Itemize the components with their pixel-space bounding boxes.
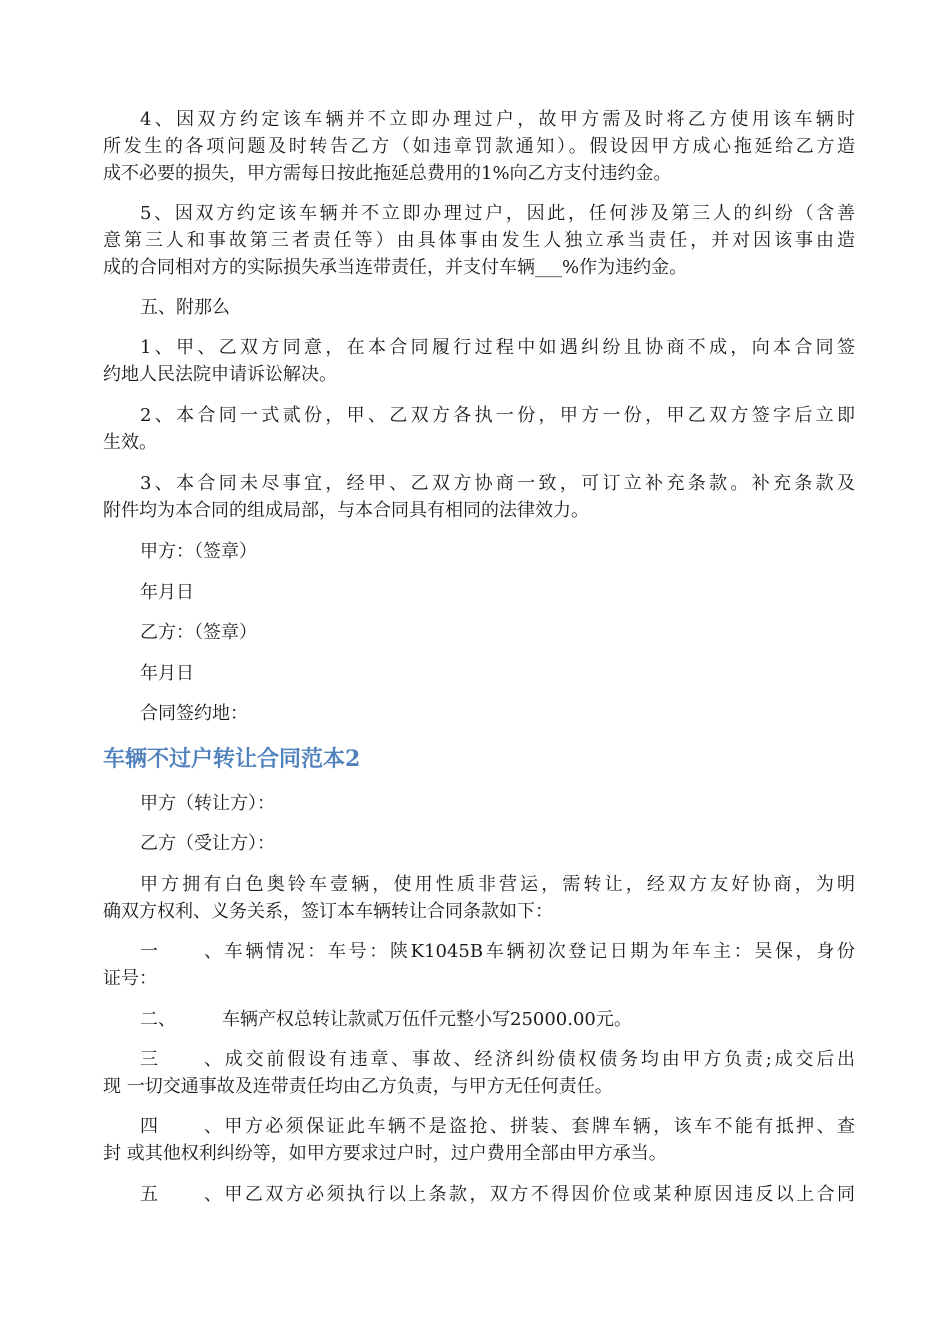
paragraph-line: 现 一切交通事故及连带责任均由乙方负责，与甲方无任何责任。 bbox=[103, 1076, 613, 1097]
paragraph-line: 证号： bbox=[103, 968, 157, 989]
date-a: 年月日 bbox=[140, 582, 194, 603]
clause-number: 五、 bbox=[140, 1184, 222, 1205]
clause-3 bbox=[103, 1046, 855, 1100]
paragraph-line: 2、本合同一式贰份，甲、乙双方各执一份，甲方一份，甲乙双方签字后立即 bbox=[140, 405, 855, 426]
clause-text: 甲方必须保证此车辆不是盗抢、拼装、套牌车辆，该车不能有抵押、查 bbox=[222, 1116, 855, 1137]
paragraph-5 bbox=[103, 200, 855, 281]
item-2 bbox=[103, 402, 855, 456]
section-5-title: 五、附那么 bbox=[140, 297, 230, 318]
clause-text: 车辆产权总转让款贰万伍仟元整小写25000.00元。 bbox=[222, 1009, 632, 1030]
paragraph-line: 附件均为本合同的组成局部，与本合同具有相同的法律效力。 bbox=[103, 500, 589, 521]
clause-2 bbox=[103, 1006, 855, 1033]
clause-number: 一、 bbox=[140, 941, 222, 962]
sign-party-b: 乙方：（签章） bbox=[140, 622, 257, 643]
paragraph-line: 生效。 bbox=[103, 432, 157, 453]
paragraph-line: 所发生的各项问题及时转告乙方（如违章罚款通知）。假设因甲方成心拖延给乙方造 bbox=[103, 136, 855, 157]
paragraph-line: 约地人民法院申请诉讼解决。 bbox=[103, 364, 337, 385]
clause-number: 三、 bbox=[140, 1049, 222, 1070]
party-b-transferee: 乙方（受让方）： bbox=[140, 833, 275, 854]
clause-text: 车辆情况：车号：陕K1045B车辆初次登记日期为年车主：吴保，身份 bbox=[222, 941, 855, 962]
clause-number: 二、 bbox=[140, 1009, 176, 1030]
sign-place: 合同签约地： bbox=[140, 703, 248, 724]
intro-paragraph bbox=[103, 871, 855, 925]
paragraph-line bbox=[103, 1006, 855, 1033]
paragraph-line bbox=[103, 1046, 855, 1073]
date-b: 年月日 bbox=[140, 663, 194, 684]
party-a-transferor: 甲方（转让方）： bbox=[140, 793, 275, 814]
sign-party-a: 甲方：（签章） bbox=[140, 541, 257, 562]
paragraph-line: 甲方拥有白色奥铃车壹辆，使用性质非营运，需转让，经双方友好协商，为明 bbox=[140, 874, 855, 895]
paragraph-4 bbox=[103, 106, 855, 187]
clause-number: 四、 bbox=[140, 1116, 222, 1137]
paragraph-line: 3、本合同未尽事宜，经甲、乙双方协商一致，可订立补充条款。补充条款及 bbox=[140, 473, 855, 494]
paragraph-line bbox=[103, 1181, 855, 1208]
clause-1 bbox=[103, 938, 855, 992]
paragraph-line bbox=[103, 1113, 855, 1140]
section-heading: 车辆不过户转让合同范本2 bbox=[103, 746, 361, 772]
paragraph-line: 成不必要的损失，甲方需每日按此拖延总费用的1%向乙方支付违约金。 bbox=[103, 163, 672, 184]
paragraph-line: 确双方权利、义务关系，签订本车辆转让合同条款如下： bbox=[103, 901, 553, 922]
paragraph-line: 5、因双方约定该车辆并不立即办理过户，因此，任何涉及第三人的纠纷（含善 bbox=[140, 203, 855, 224]
clause-text: 成交前假设有违章、事故、经济纠纷债权债务均由甲方负责;成交后出 bbox=[222, 1049, 855, 1070]
clause-5 bbox=[103, 1181, 855, 1208]
paragraph-line bbox=[103, 938, 855, 965]
paragraph-line: 4、因双方约定该车辆并不立即办理过户，故甲方需及时将乙方使用该车辆时 bbox=[140, 109, 855, 130]
paragraph-line: 封 或其他权利纠纷等，如甲方要求过户时，过户费用全部由甲方承当。 bbox=[103, 1143, 667, 1164]
paragraph-line: 意第三人和事故第三者责任等）由具体事由发生人独立承当责任，并对因该事由造 bbox=[103, 230, 855, 251]
paragraph-line: 1、甲、乙双方同意，在本合同履行过程中如遇纠纷且协商不成，向本合同签 bbox=[140, 337, 855, 358]
clause-text: 甲乙双方必须执行以上条款，双方不得因价位或某种原因违反以上合同 bbox=[222, 1184, 855, 1205]
item-1 bbox=[103, 334, 855, 388]
item-3 bbox=[103, 470, 855, 524]
clause-4 bbox=[103, 1113, 855, 1167]
paragraph-line: 成的合同相对方的实际损失承当连带责任，并支付车辆___%作为违约金。 bbox=[103, 257, 688, 278]
